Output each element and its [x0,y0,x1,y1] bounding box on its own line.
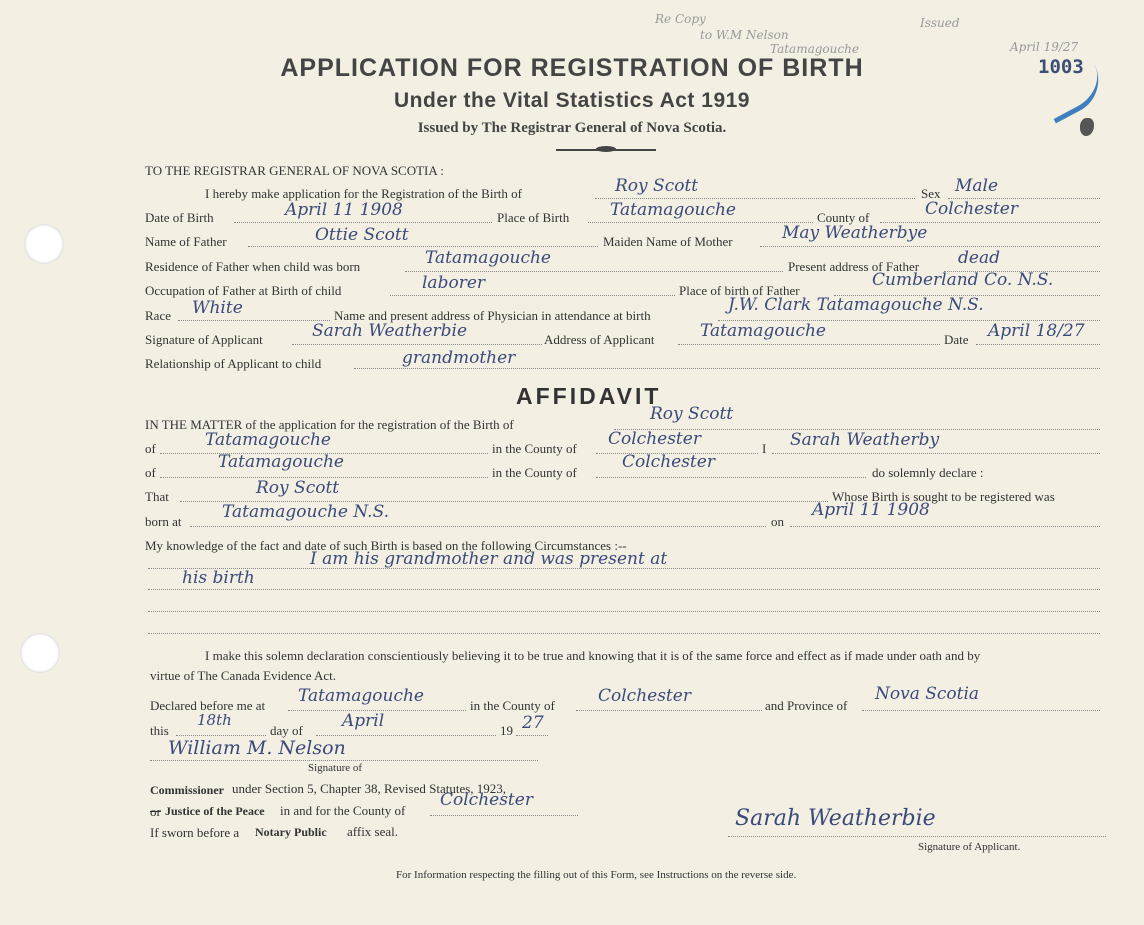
applicant-signature-top: Sarah Weatherbie [312,321,468,341]
month-value: April [342,711,385,731]
declaration-text-2: virtue of The Canada Evidence Act. [150,668,337,683]
signature-of-label: Signature of [308,762,363,774]
occupation-label: Occupation of Father at Birth of child [145,283,342,298]
dob-label: Date of Birth [145,210,214,225]
whose-birth-label: Whose Birth is sought to be registered was [832,489,1055,504]
that-label: That [145,489,169,504]
mother-label: Maiden Name of Mother [603,234,733,249]
present-address-value: dead [958,248,1000,268]
pencil-note: April 19/27 [1010,40,1079,54]
signature-label: Signature of Applicant [145,332,263,347]
year-suffix: 27 [522,713,544,733]
county-value: Colchester [925,199,1018,219]
punch-hole-bottom [20,633,60,673]
sex-value: Male [955,176,999,196]
matter-name: Roy Scott [650,404,734,424]
applicant-signature-bottom: Sarah Weatherbie [735,806,936,831]
physician-value: J.W. Clark Tatamagouche N.S. [728,295,984,315]
date-value: April 18/27 [988,321,1085,341]
county-label: County of [817,210,870,225]
form-title: APPLICATION FOR REGISTRATION OF BIRTH [280,54,864,82]
applicant-signature-label: Signature of Applicant. [918,841,1021,853]
notary-text-2: affix seal. [347,824,399,839]
knowledge-label: My knowledge of the fact and date of such Birth is based on the following Circumstances :-- [145,538,627,553]
circumstance-line-1: I am his grandmother and was present at [310,549,668,569]
that-name: Roy Scott [256,478,340,498]
declared-label: Declared before me at [150,698,266,713]
circumstance-line-2: his birth [182,568,255,588]
of-place: Tatamagouche [205,430,331,450]
jp-label: Justice of the Peace [165,804,265,818]
father-label: Name of Father [145,234,227,249]
pencil-note: Re Copy [655,12,706,26]
dob-value: April 11 1908 [285,200,403,220]
year-prefix: 19 [500,723,513,738]
jp-county: Colchester [440,790,533,810]
in-county-label-2: in the County of [492,465,577,480]
applicant-address-value: Tatamagouche [700,321,826,341]
residence-label: Residence of Father when child was born [145,259,361,274]
or-label: or [150,804,161,819]
province-label: and Province of [765,698,848,713]
residence-value: Tatamagouche [425,248,551,268]
pob-value: Tatamagouche [610,200,736,220]
registration-number-stamp: 1003 [1038,56,1084,78]
commissioner-label: Commissioner [150,783,224,797]
form-subtitle: Under the Vital Statistics Act 1919 [394,89,750,112]
born-at-label: born at [145,514,182,529]
present-address-label: Present address of Father [788,259,920,274]
this-label: this [150,723,169,738]
matter-label: IN THE MATTER of the application for the registration of the Birth of [145,417,514,432]
declared-county: Colchester [598,686,691,706]
occupation-value: laborer [422,273,486,293]
punch-hole-top [24,224,64,264]
sex-label: Sex [921,186,941,201]
applicant-address-label: Address of Applicant [544,332,655,347]
physician-label: Name and present address of Physician in attendance at birth [334,308,651,323]
intro-label: I hereby make application for the Registration of the Birth of [205,186,522,201]
declaration-text-1: I make this solemn declaration conscientiously believing it to be true and knowing that it is of the same force and effect as if made under oath and by [205,648,981,663]
declared-at: Tatamagouche [298,686,424,706]
footer-note: For Information respecting the filling out of this Form, see Instructions on the reverse side. [396,869,797,881]
date-label: Date [944,332,969,347]
of-place-2: Tatamagouche [218,452,344,472]
title-divider-ornament [596,146,616,152]
commissioner-text: under Section 5, Chapter 38, Revised Statutes, 1923, [232,781,507,796]
day-of-label: day of [270,723,303,738]
on-label: on [771,514,784,529]
mother-value: May Weatherbye [782,223,928,243]
father-birthplace-label: Place of birth of Father [679,283,800,298]
pencil-note: Issued [920,16,960,30]
pob-label: Place of Birth [497,210,570,225]
pencil-note: to W.M Nelson [700,28,789,42]
declarant-name: Sarah Weatherby [790,430,940,450]
in-county-label: in the County of [492,441,577,456]
relationship-value: grandmother [402,348,516,368]
of-label: of [145,441,156,456]
addressee: TO THE REGISTRAR GENERAL OF NOVA SCOTIA : [145,163,444,178]
race-label: Race [145,308,171,323]
of-county-2: Colchester [622,452,715,472]
form-issuer: Issued by The Registrar General of Nova Scotia. [417,120,727,136]
race-value: White [192,298,243,318]
declare-label: do solemnly declare : [872,465,984,480]
declared-county-label: in the County of [470,698,555,713]
day-value: 18th [197,711,232,729]
father-value: Ottie Scott [315,225,409,245]
i-label: I [762,441,767,456]
born-at-value: Tatamagouche N.S. [222,502,390,522]
jp-text: in and for the County of [280,803,406,818]
province-value: Nova Scotia [875,684,980,704]
notary-text-1: If sworn before a [150,825,240,840]
of-county: Colchester [608,429,701,449]
father-birthplace-value: Cumberland Co. N.S. [872,270,1054,290]
child-name: Roy Scott [615,176,699,196]
relationship-label: Relationship of Applicant to child [145,356,322,371]
affidavit-heading: AFFIDAVIT [516,383,662,409]
notary-bold: Notary Public [255,825,327,839]
born-on-value: April 11 1908 [812,500,930,520]
commissioner-signature: William M. Nelson [168,737,346,759]
pencil-note: Tatamagouche [770,42,859,56]
of-label-2: of [145,465,156,480]
